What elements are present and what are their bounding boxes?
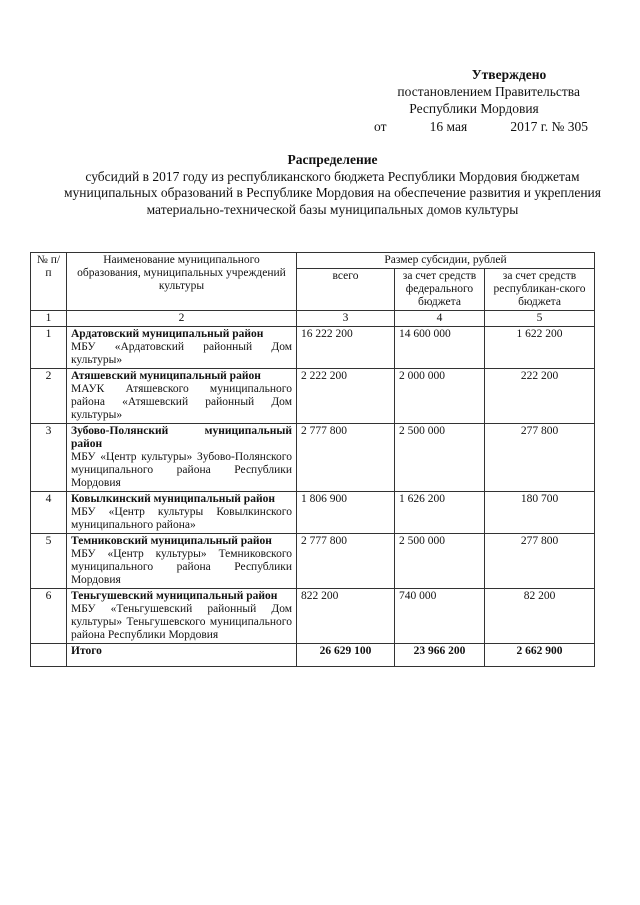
row-total: 822 200 <box>297 589 395 644</box>
index-cell: 4 <box>395 311 485 327</box>
table-total-row <box>31 644 595 667</box>
row-district: Атяшевский муниципальный район <box>71 370 261 382</box>
total-label: Итого <box>67 644 297 667</box>
header-num: № п/п <box>31 253 67 311</box>
document-heading <box>60 152 605 218</box>
row-republic: 277 800 <box>485 424 595 492</box>
row-total: 2 777 800 <box>297 424 395 492</box>
row-institution: МБУ «Центр культуры» Темниковского муниципального района Республики Мордовия <box>71 548 292 586</box>
approval-title: Утверждено <box>471 67 547 82</box>
header-size: Размер субсидии, рублей <box>297 253 595 269</box>
row-num: 2 <box>31 369 67 424</box>
table-row <box>31 589 595 644</box>
row-name <box>67 424 297 492</box>
row-federal: 14 600 000 <box>395 327 485 369</box>
row-num: 1 <box>31 327 67 369</box>
row-name <box>67 492 297 534</box>
total-total: 26 629 100 <box>297 644 395 667</box>
table-row <box>31 327 595 369</box>
row-federal: 2 000 000 <box>395 369 485 424</box>
row-district: Темниковский муниципальный район <box>71 535 272 547</box>
row-institution: МАУК Атяшевского муниципального района «Атяшевский районный Дом культуры» <box>71 383 292 421</box>
row-total: 16 222 200 <box>297 327 395 369</box>
row-district: Зубово-Полянский муниципальный район <box>71 425 292 450</box>
approval-date-year-number: 2017 г. № 305 <box>510 119 588 134</box>
approval-date-prefix: от <box>374 119 387 134</box>
row-name <box>67 327 297 369</box>
row-num: 4 <box>31 492 67 534</box>
header-total: всего <box>297 269 395 311</box>
approval-block <box>360 66 588 135</box>
row-republic: 277 800 <box>485 534 595 589</box>
table-row <box>31 492 595 534</box>
row-federal: 2 500 000 <box>395 424 485 492</box>
row-total: 1 806 900 <box>297 492 395 534</box>
table-header-row <box>31 253 595 269</box>
total-num <box>31 644 67 667</box>
row-federal: 740 000 <box>395 589 485 644</box>
row-republic: 222 200 <box>485 369 595 424</box>
row-institution: МБУ «Центр культуры Ковылкинского муниципального района» <box>71 506 292 531</box>
table-row <box>31 534 595 589</box>
subsidy-table <box>30 252 595 667</box>
index-cell: 3 <box>297 311 395 327</box>
approval-date-day-month: 16 мая <box>429 119 468 134</box>
row-federal: 2 500 000 <box>395 534 485 589</box>
header-name: Наименование муниципального образования, муниципальных учреждений культуры <box>67 253 297 311</box>
approval-line-2: Республики Мордовия <box>409 101 539 116</box>
row-num: 6 <box>31 589 67 644</box>
index-cell: 2 <box>67 311 297 327</box>
row-institution: МБУ «Теньгушевский районный Дом культуры» Теньгушевского муниципального района Республики Мордовия <box>71 603 292 641</box>
row-total: 2 222 200 <box>297 369 395 424</box>
table-index-row <box>31 311 595 327</box>
row-republic: 180 700 <box>485 492 595 534</box>
table-row <box>31 424 595 492</box>
approval-line-1: постановлением Правительства <box>397 84 580 99</box>
row-num: 3 <box>31 424 67 492</box>
row-name <box>67 534 297 589</box>
header-federal: за счет средств федерального бюджета <box>395 269 485 311</box>
total-federal: 23 966 200 <box>395 644 485 667</box>
row-district: Ардатовский муниципальный район <box>71 328 264 340</box>
row-num: 5 <box>31 534 67 589</box>
header-republic: за счет средств республикан-ского бюджета <box>485 269 595 311</box>
total-republic: 2 662 900 <box>485 644 595 667</box>
document-subtitle: субсидий в 2017 году из республиканского бюджета Республики Мордовия бюджетам муниципальных образований в Республике Мордовия на обеспечение развития и укрепления материально-технической базы муниципальных домов культуры <box>64 168 601 217</box>
row-total: 2 777 800 <box>297 534 395 589</box>
index-cell: 1 <box>31 311 67 327</box>
row-federal: 1 626 200 <box>395 492 485 534</box>
row-institution: МБУ «Центр культуры» Зубово-Полянского муниципального района Республики Мордовия <box>71 451 292 489</box>
row-district: Теньгушевский муниципальный район <box>71 590 278 602</box>
row-republic: 82 200 <box>485 589 595 644</box>
index-cell: 5 <box>485 311 595 327</box>
approval-date <box>360 118 588 135</box>
row-institution: МБУ «Ардатовский районный Дом культуры» <box>71 341 292 366</box>
row-republic: 1 622 200 <box>485 327 595 369</box>
table-row <box>31 369 595 424</box>
document-title: Распределение <box>287 152 378 167</box>
row-district: Ковылкинский муниципальный район <box>71 493 275 505</box>
row-name <box>67 369 297 424</box>
row-name <box>67 589 297 644</box>
